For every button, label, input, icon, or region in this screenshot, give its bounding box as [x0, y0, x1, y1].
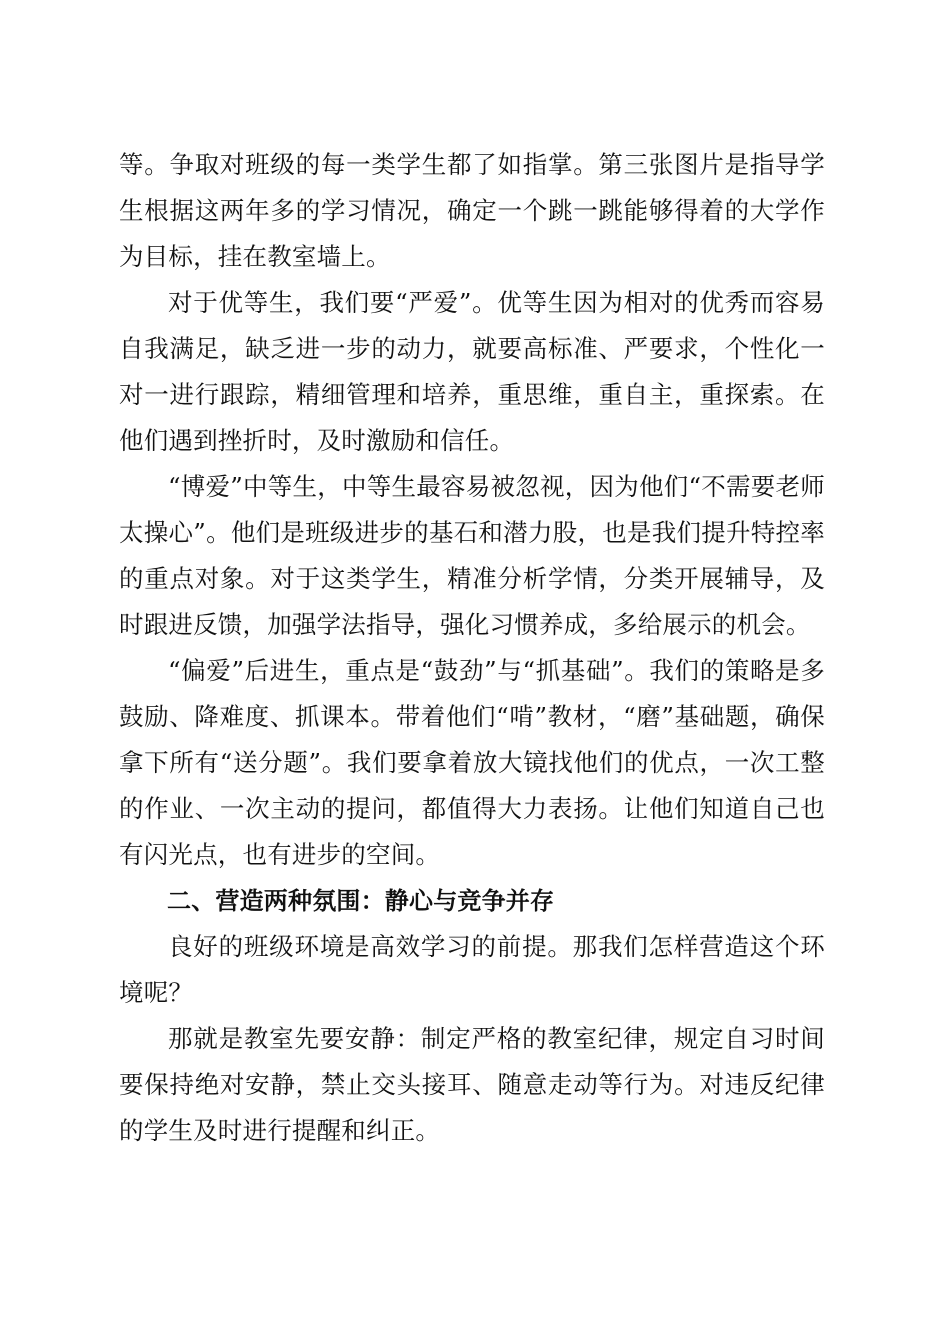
document-body [119, 142, 825, 1154]
section-heading: 二、营造两种氛围：静心与竞争并存 [167, 887, 555, 915]
paragraph-class-environment: 良好的班级环境是高效学习的前提。那我们怎样营造这个环境呢？ [119, 932, 825, 1007]
paragraph-quiet-classroom: 那就是教室先要安静：制定严格的教室纪律，规定自习时间要保持绝对安静，禁止交头接耳、随意走动等行为。对违反纪律的学生及时进行提醒和纠正。 [119, 1024, 825, 1145]
paragraph-struggling-students: “偏爱”后进生，重点是“鼓劲”与“抓基础”。我们的策略是多鼓励、降难度、抓课本。带着他们“啃”教材，“磨”基础题，确保拿下所有“送分题”。我们要拿着放大镜找他们的优点，一次工整的作业、一次主动的提问，都值得大力表扬。让他们知道自己也有闪光点，也有进步的空间。 [119, 656, 825, 869]
paragraph-continued: 等。争取对班级的每一类学生都了如指掌。第三张图片是指导学生根据这两年多的学习情况，确定一个跳一跳能够得着的大学作为目标，挂在教室墙上。 [119, 150, 825, 271]
paragraph-top-students: 对于优等生，我们要“严爱”。优等生因为相对的优秀而容易自我满足，缺乏进一步的动力，就要高标准、严要求，个性化一对一进行跟踪，精细管理和培养，重思维，重自主，重探索。在他们遇到挫折时，及时激励和信任。 [119, 288, 825, 455]
paragraph-middle-students: “博爱”中等生，中等生最容易被忽视，因为他们“不需要老师太操心”。他们是班级进步的基石和潜力股，也是我们提升特控率的重点对象。对于这类学生，精准分析学情，分类开展辅导，及时跟进反馈，加强学法指导，强化习惯养成，多给展示的机会。 [119, 472, 825, 639]
